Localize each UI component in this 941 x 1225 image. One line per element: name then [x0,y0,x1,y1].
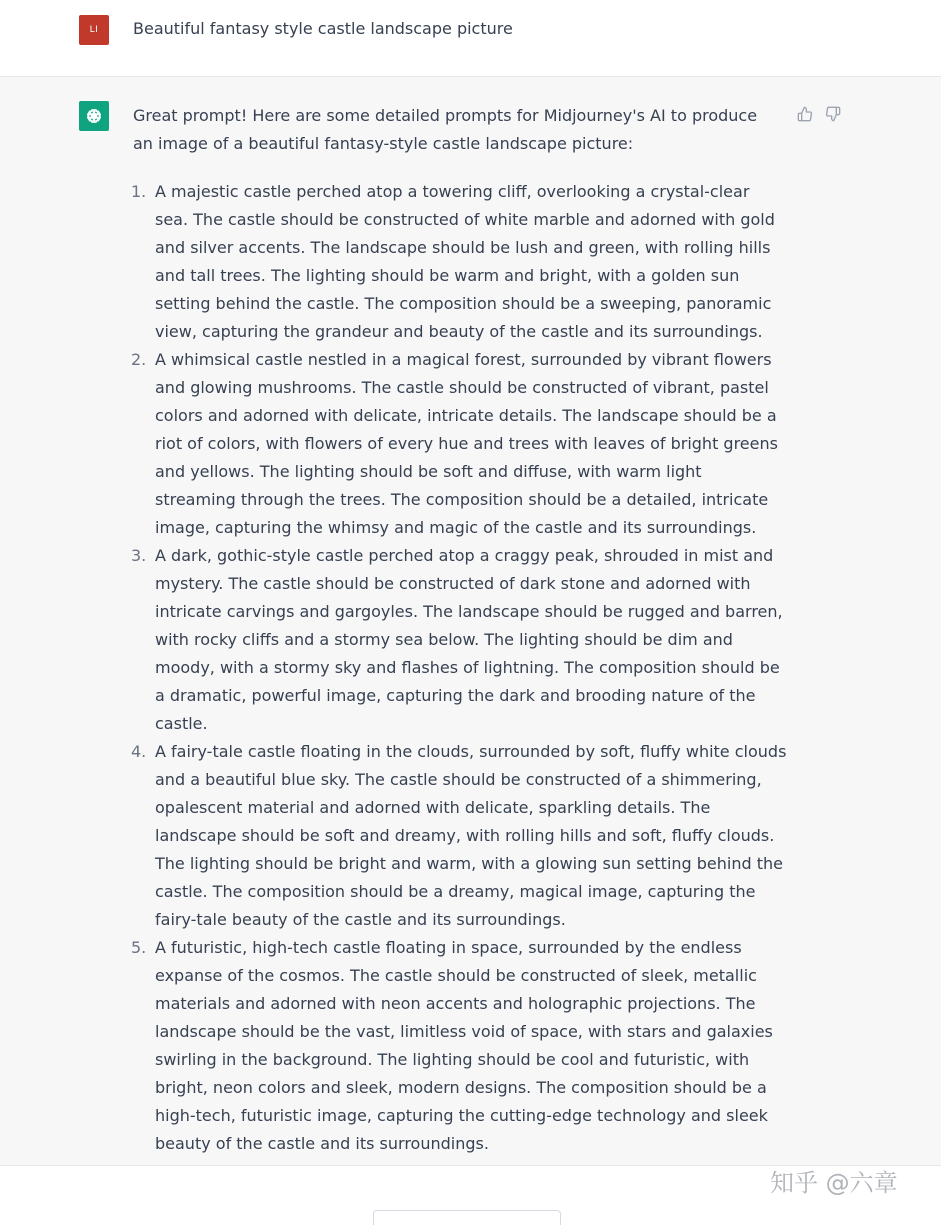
list-item-text: A majestic castle perched atop a towering cliff, overlooking a crystal-clear sea. The castle should be constructed of white marble and adorned with gold and silver accents. The landscape should be lush and green, with rolling hills and tall trees. The lighting should be warm and bright, with a golden sun setting behind the castle. The composition should be a sweeping, panoramic view, capturing the grandeur and beauty of the castle and its surroundings. [155,182,775,341]
assistant-avatar [79,101,109,131]
list-item-text: A whimsical castle nestled in a magical forest, surrounded by vibrant flowers and glowing mushrooms. The castle should be constructed of vibrant, pastel colors and adorned with delicate, intricate details. The landscape should be a riot of colors, with flowers of every hue and trees with leaves of bright greens and yellows. The lighting should be soft and diffuse, with warm light streaming through the trees. The composition should be a detailed, intricate image, capturing the whimsy and magic of the castle and its surroundings. [155,350,778,537]
thumbs-up-icon[interactable] [797,106,813,122]
user-message-row [0,0,941,77]
list-item-text: A fairy-tale castle floating in the clouds, surrounded by soft, fluffy white clouds and a beautiful blue sky. The castle should be constructed of a shimmering, opalescent material and adorned with delicate, sparkling details. The landscape should be soft and dreamy, with rolling hills and soft, fluffy clouds. The lighting should be bright and warm, with a glowing sun setting behind the castle. The composition should be a dreamy, magical image, capturing the fairy-tale beauty of the castle and its surroundings. [155,742,787,929]
list-number: 4. [131,742,147,761]
regenerate-button-partial[interactable] [373,1210,561,1225]
feedback-buttons [797,106,841,122]
list-number: 1. [131,182,147,201]
user-message-text: Beautiful fantasy style castle landscape picture [133,19,513,38]
list-item-text: A dark, gothic-style castle perched atop a craggy peak, shrouded in mist and mystery. The castle should be constructed of dark stone and adorned with intricate carvings and gargoyles. The landscape should be rugged and barren, with rocky cliffs and a stormy sea below. The lighting should be dim and moody, with a stormy sky and flashes of lightning. The composition should be a dramatic, powerful image, capturing the dark and brooding nature of the castle. [155,546,783,733]
list-number: 3. [131,546,147,565]
thumbs-down-icon[interactable] [825,106,841,122]
list-item [133,934,787,1158]
list-item [133,178,787,346]
user-avatar: LI [79,15,109,45]
watermark: 知乎 @六章 [770,1169,898,1197]
assistant-intro: Great prompt! Here are some detailed prompts for Midjourney's AI to produce an image of a beautiful fantasy-style castle landscape picture: [133,106,758,153]
list-number: 2. [131,350,147,369]
openai-logo-icon [83,105,105,127]
list-item [133,542,787,738]
prompt-list [133,178,793,1158]
list-item [133,738,787,934]
list-item-text: A futuristic, high-tech castle floating in space, surrounded by the endless expanse of the cosmos. The castle should be constructed of sleek, metallic materials and adorned with neon accents and holographic projections. The landscape should be the vast, limitless void of space, with stars and galaxies swirling in the background. The lighting should be cool and futuristic, with bright, neon colors and sleek, modern designs. The composition should be a high-tech, futuristic image, capturing the cutting-edge technology and sleek beauty of the castle and its surroundings. [155,938,773,1153]
assistant-message-body [133,102,793,1158]
list-number: 5. [131,938,147,957]
list-item [133,346,787,542]
assistant-message-row [0,77,941,1166]
